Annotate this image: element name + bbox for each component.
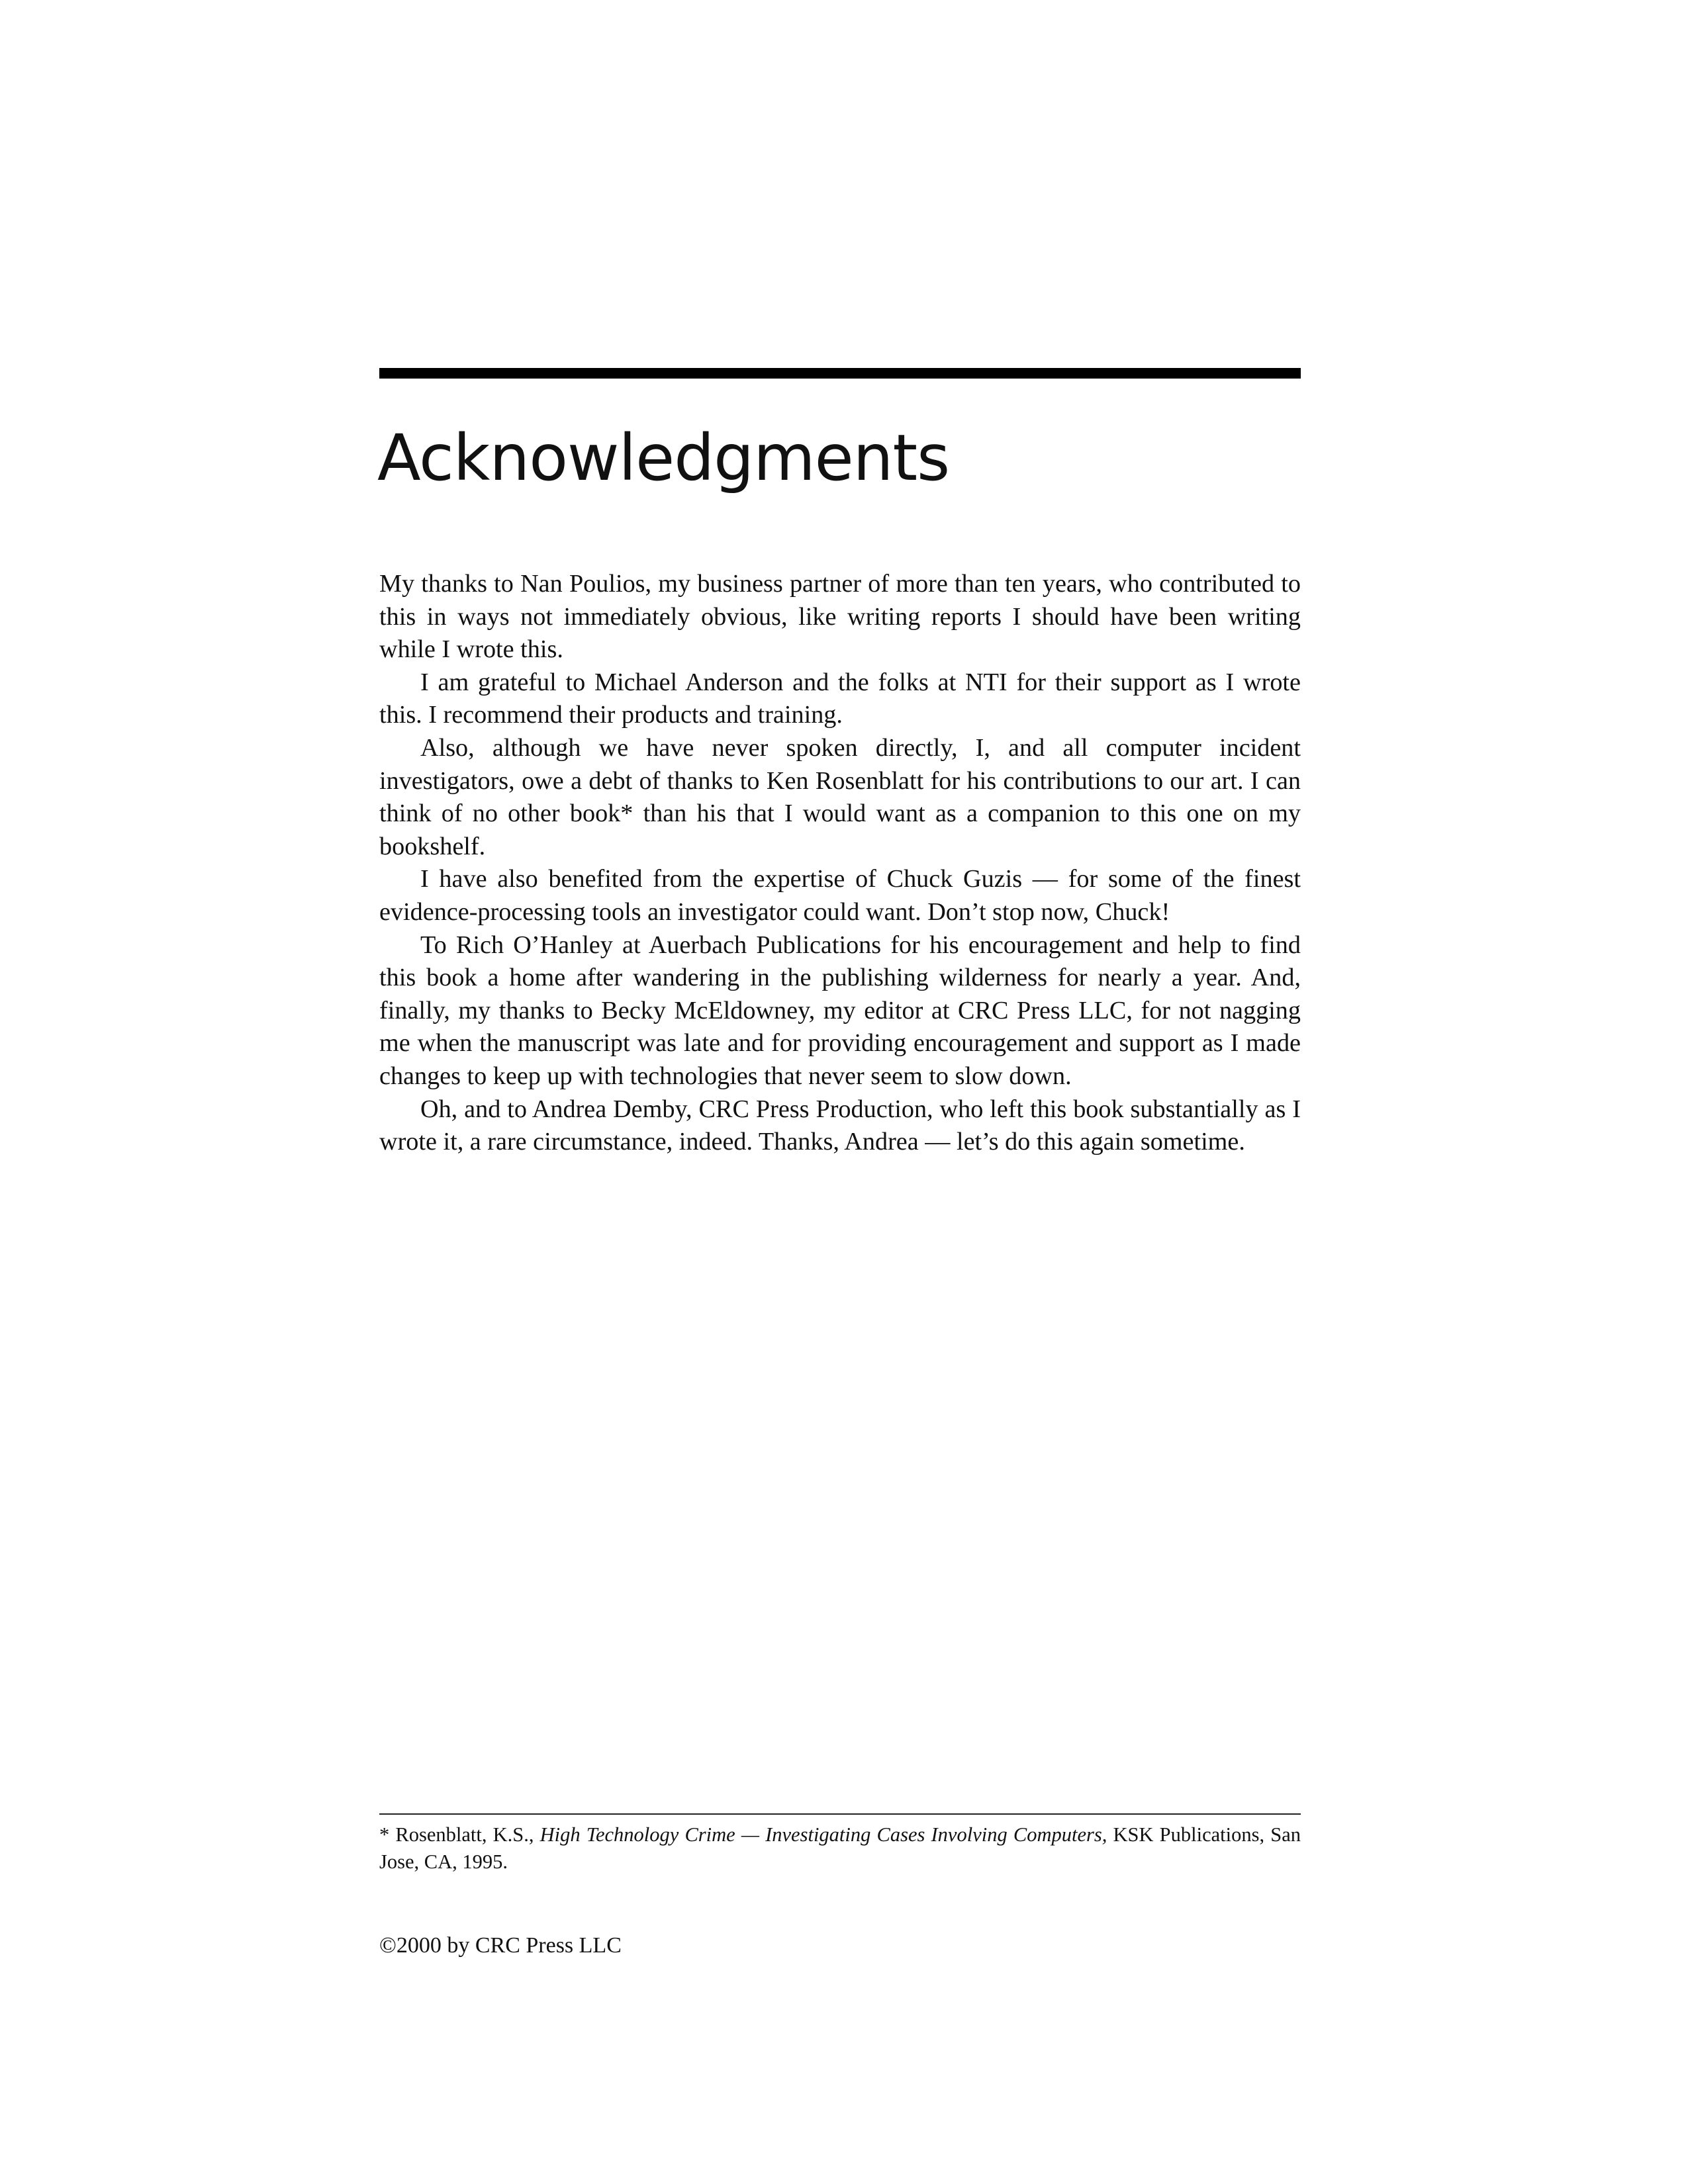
acknowledgments-body bbox=[379, 568, 1301, 1159]
body-paragraph: Oh, and to Andrea Demby, CRC Press Production, who left this book substantially as I wrote it, a rare circumstance, indeed. Thanks, Andrea — let’s do this again sometime. bbox=[379, 1095, 1301, 1156]
footnote-suffix: KSK Publications, San Jose, CA, 1995. bbox=[379, 1823, 1301, 1873]
footnote bbox=[379, 1821, 1301, 1876]
body-paragraph: I have also benefited from the expertise of Chuck Guzis — for some of the finest evidence-processing tools an investigator could want. Don’t stop now, Chuck! bbox=[379, 865, 1301, 926]
footnote-book-title: High Technology Crime — Investigating Cases Involving Computers, bbox=[539, 1823, 1107, 1846]
chapter-title: Acknowledgments bbox=[377, 421, 950, 495]
body-paragraph: My thanks to Nan Poulios, my business partner of more than ten years, who contributed to this in ways not immediately obvious, like writing reports I should have been writing while I wrote this. bbox=[379, 570, 1301, 664]
footnote-prefix: * Rosenblatt, K.S., bbox=[379, 1823, 540, 1846]
footnote-separator bbox=[379, 1813, 1301, 1815]
body-paragraph: To Rich O’Hanley at Auerbach Publications for his encouragement and help to find this book a home after wandering in the publishing wilderness for nearly a year. And, finally, my thanks to Becky McEldowney, my editor at CRC Press LLC, for not nagging me when the manuscript was late and for providing encouragement and support as I made changes to keep up with technologies that never seem to slow down. bbox=[379, 931, 1301, 1090]
body-paragraph: Also, although we have never spoken directly, I, and all computer incident investigators, owe a debt of thanks to Ken Rosenblatt for his contributions to our art. I can think of no other book* than his that I would want as a companion to this one on my bookshelf. bbox=[379, 733, 1301, 860]
chapter-top-rule bbox=[379, 368, 1301, 379]
copyright-notice: ©2000 by CRC Press LLC bbox=[379, 1933, 622, 1958]
body-paragraph: I am grateful to Michael Anderson and the folks at NTI for their support as I wrote this. I recommend their products and training. bbox=[379, 668, 1301, 729]
